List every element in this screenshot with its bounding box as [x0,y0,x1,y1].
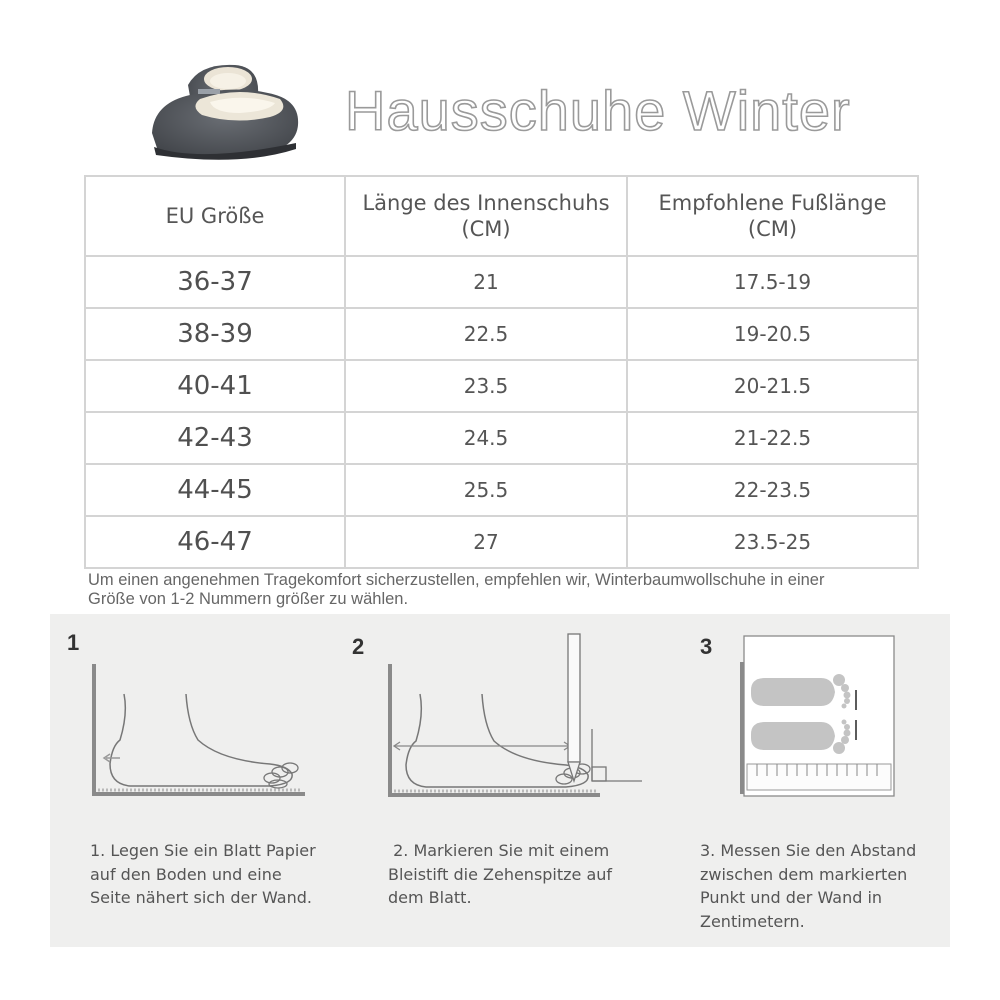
eu-size-cell: 42-43 [85,412,345,464]
table-row [85,360,918,412]
header-foot-length [627,176,918,256]
header-foot-length-label: Empfohlene Fußlänge [658,191,887,215]
eu-size-cell: 38-39 [85,308,345,360]
step-3-line-1: 3. Messen Sie den Abstand [700,841,917,860]
foot-length-cell: 22-23.5 [627,464,918,516]
step-2-number: 2 [352,634,365,659]
step-1-number: 1 [67,630,80,655]
step-2-line-1: 2. Markieren Sie mit einem [388,841,610,860]
inner-length-cell: 25.5 [345,464,627,516]
step-1-foot-illustration [80,654,320,804]
step-1-line-2: auf den Boden und eine [90,864,282,884]
eu-size-cell: 40-41 [85,360,345,412]
table-row [85,516,918,568]
eu-size-cell: 44-45 [85,464,345,516]
size-chart-table [84,175,919,569]
step-2-line-2: Bleistift die Zehenspitze auf [388,864,613,884]
step-3-line-3: Punkt und der Wand in [700,888,883,907]
step-2-foot-illustration [370,629,650,809]
inner-length-cell: 23.5 [345,360,627,412]
header-foot-length-unit: (CM) [747,217,798,241]
inner-length-cell: 27 [345,516,627,568]
inner-length-cell: 24.5 [345,412,627,464]
table-row [85,308,918,360]
header-inner-length-label: Länge des Innenschuhs [362,191,610,215]
note-line-2: Größe von 1-2 Nummern größer zu wählen. [88,590,409,608]
note-line-1: Um einen angenehmen Tragekomfort sicherzustellen, empfehlen wir, Winterbaumwollschuhe in einer [88,571,825,589]
step-1-line-3: Seite nähert sich der Wand. [90,888,312,907]
eu-size-cell: 36-37 [85,256,345,308]
header-eu-size-label: EU Größe [165,204,265,228]
foot-length-cell: 19-20.5 [627,308,918,360]
header-inner-length [345,176,627,256]
table-row [85,412,918,464]
table-header-row [85,176,918,256]
foot-length-cell: 17.5-19 [627,256,918,308]
measurement-steps-panel [50,614,950,947]
step-3-number: 3 [700,634,713,659]
foot-length-cell: 20-21.5 [627,360,918,412]
step-3-measure-illustration [735,634,900,804]
inner-length-cell: 22.5 [345,308,627,360]
step-3-line-4: Zentimetern. [700,911,805,931]
step-2-line-3: dem Blatt. [388,888,472,907]
step-2-text [388,839,612,910]
table-row [85,464,918,516]
foot-length-cell: 21-22.5 [627,412,918,464]
inner-length-cell: 21 [345,256,627,308]
header-inner-length-unit: (CM) [461,217,511,241]
foot-length-cell: 23.5-25 [627,516,918,568]
step-3-text [700,839,916,933]
step-1-text [90,839,316,910]
table-row [85,256,918,308]
slipper-product-image [140,55,310,170]
size-recommendation-note [88,571,928,609]
eu-size-cell: 46-47 [85,516,345,568]
page-title: Hausschuhe Winter [345,79,851,142]
step-1-line-1: 1. Legen Sie ein Blatt Papier [90,841,316,860]
step-3-line-2: zwischen dem markierten [700,864,908,884]
header-eu-size [85,176,345,256]
